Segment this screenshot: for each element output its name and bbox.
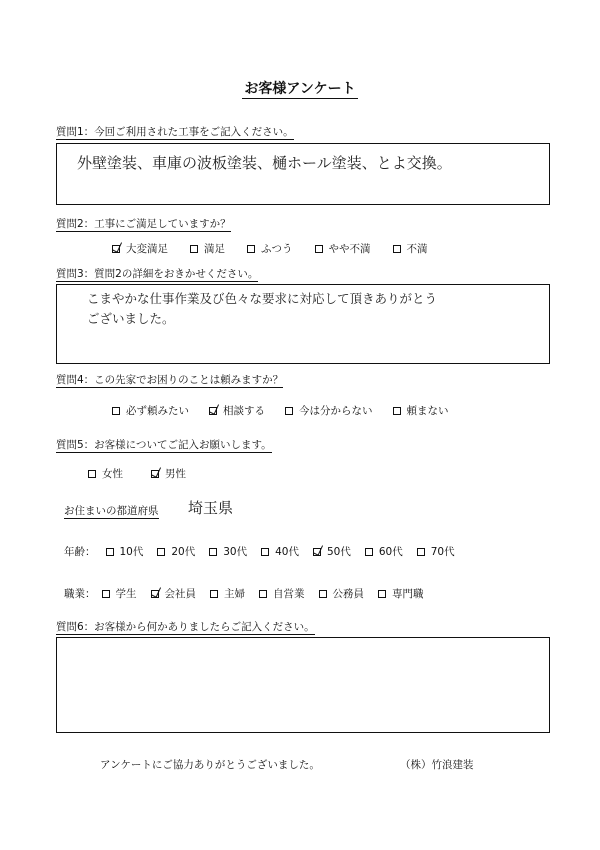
option-label: 会社員 [164, 588, 196, 600]
option-label: 20代 [171, 546, 196, 558]
checkbox-icon[interactable] [315, 245, 323, 253]
question-3-label: 質問3：質問2の詳細をおきかせください。 [56, 268, 259, 280]
option-label: 60代 [378, 546, 403, 558]
question-1-label: 質問1：今回ご利用された工事をご記入ください。 [56, 126, 294, 138]
checkbox-checked-icon[interactable] [151, 470, 159, 478]
option-label: 主婦 [224, 588, 245, 600]
option-label: 男性 [165, 468, 186, 480]
age-options [106, 544, 469, 559]
question-2-options [112, 241, 450, 256]
option-jobRow-4[interactable] [319, 586, 365, 601]
question-1-answer: 外壁塗装、車庫の波板塗装、樋ホール塗装、とよ交換。 [77, 154, 452, 172]
checkbox-icon[interactable] [209, 548, 217, 556]
option-jobRow-3[interactable] [259, 586, 305, 601]
option-q2row-0[interactable] [112, 241, 168, 256]
option-ageRow-5[interactable] [365, 544, 403, 559]
checkbox-icon[interactable] [261, 548, 269, 556]
age-label: 年齢： [64, 546, 96, 558]
checkbox-icon[interactable] [157, 548, 165, 556]
option-label: 学生 [115, 588, 137, 600]
option-label: やや不満 [328, 243, 371, 255]
page-title: お客様アンケート [244, 81, 356, 97]
footer-thanks: アンケートにご協力ありがとうございました。 [100, 759, 320, 771]
option-genderRow-0[interactable] [88, 466, 123, 481]
checkbox-icon[interactable] [102, 590, 110, 598]
option-ageRow-2[interactable] [209, 544, 247, 559]
checkbox-icon[interactable] [247, 245, 255, 253]
option-label: 30代 [223, 546, 248, 558]
option-label: 必ず頼みたい [126, 405, 189, 417]
question-3-answer-line-1: こまやかな仕事作業及び色々な要求に対応して頂きありがとう [87, 291, 438, 306]
question-3-answer-line-2: ございました。 [87, 311, 175, 326]
job-options [102, 586, 438, 601]
option-jobRow-0[interactable] [102, 586, 137, 601]
checkbox-icon[interactable] [106, 548, 114, 556]
option-label: 自営業 [273, 588, 305, 600]
question-4-options [112, 403, 469, 418]
option-ageRow-6[interactable] [417, 544, 455, 559]
option-q2row-2[interactable] [247, 241, 293, 256]
job-label: 職業： [64, 588, 96, 600]
checkbox-icon[interactable] [88, 470, 96, 478]
option-q2row-4[interactable] [393, 241, 428, 256]
option-label: 40代 [275, 546, 299, 558]
footer-company: （株）竹浪建装 [400, 759, 474, 771]
checkbox-icon[interactable] [393, 407, 401, 415]
option-genderRow-1[interactable] [151, 466, 186, 481]
option-label: 70代 [430, 546, 455, 558]
question-5-label: 質問5：お客様についてご記入お願いします。 [56, 439, 272, 451]
option-q2row-1[interactable] [190, 241, 225, 256]
option-q4row-1[interactable] [209, 403, 265, 418]
checkbox-icon[interactable] [319, 590, 327, 598]
checkbox-icon[interactable] [393, 245, 401, 253]
question-3-answer-box[interactable] [56, 284, 550, 364]
question-6-answer-box[interactable] [56, 637, 550, 733]
question-6-label: 質問6：お客様から何かありましたらご記入ください。 [56, 621, 315, 633]
checkbox-icon[interactable] [210, 590, 218, 598]
option-label: 頼まない [406, 405, 449, 417]
question-1-answer-box[interactable] [56, 143, 550, 205]
option-label: 専門職 [392, 588, 424, 600]
question-4-label: 質問4：この先家でお困りのことは頼みますか？ [56, 374, 284, 386]
prefecture-value: 埼玉県 [188, 499, 234, 517]
job-row [64, 586, 438, 601]
option-label: 公務員 [332, 588, 364, 600]
age-row [64, 544, 469, 559]
checkbox-icon[interactable] [365, 548, 373, 556]
option-ageRow-0[interactable] [106, 544, 144, 559]
option-label: 大変満足 [126, 243, 168, 255]
option-label: ふつう [261, 243, 293, 255]
checkbox-icon[interactable] [285, 407, 293, 415]
checkbox-icon[interactable] [112, 407, 120, 415]
question-2-label: 質問2：工事にご満足していますか？ [56, 218, 231, 230]
option-jobRow-2[interactable] [210, 586, 245, 601]
option-jobRow-1[interactable] [151, 586, 197, 601]
checkbox-icon[interactable] [378, 590, 386, 598]
option-label: 10代 [119, 546, 144, 558]
gender-options [88, 466, 214, 481]
checkbox-checked-icon[interactable] [151, 590, 159, 598]
option-label: 今は分からない [299, 405, 373, 417]
option-q2row-3[interactable] [315, 241, 371, 256]
option-q4row-3[interactable] [393, 403, 449, 418]
prefecture-label: お住まいの都道府県 [64, 505, 159, 517]
option-label: 不満 [406, 243, 428, 255]
option-ageRow-4[interactable] [313, 544, 351, 559]
option-label: 満足 [204, 243, 225, 255]
checkbox-icon[interactable] [190, 245, 198, 253]
checkbox-checked-icon[interactable] [112, 245, 120, 253]
checkbox-icon[interactable] [417, 548, 425, 556]
option-ageRow-1[interactable] [157, 544, 195, 559]
checkbox-checked-icon[interactable] [313, 548, 321, 556]
checkbox-checked-icon[interactable] [209, 407, 217, 415]
option-jobRow-5[interactable] [378, 586, 424, 601]
option-label: 相談する [223, 405, 265, 417]
option-q4row-2[interactable] [285, 403, 373, 418]
option-label: 50代 [327, 546, 351, 558]
option-ageRow-3[interactable] [261, 544, 299, 559]
option-label: 女性 [102, 468, 123, 480]
checkbox-icon[interactable] [259, 590, 267, 598]
option-q4row-0[interactable] [112, 403, 189, 418]
